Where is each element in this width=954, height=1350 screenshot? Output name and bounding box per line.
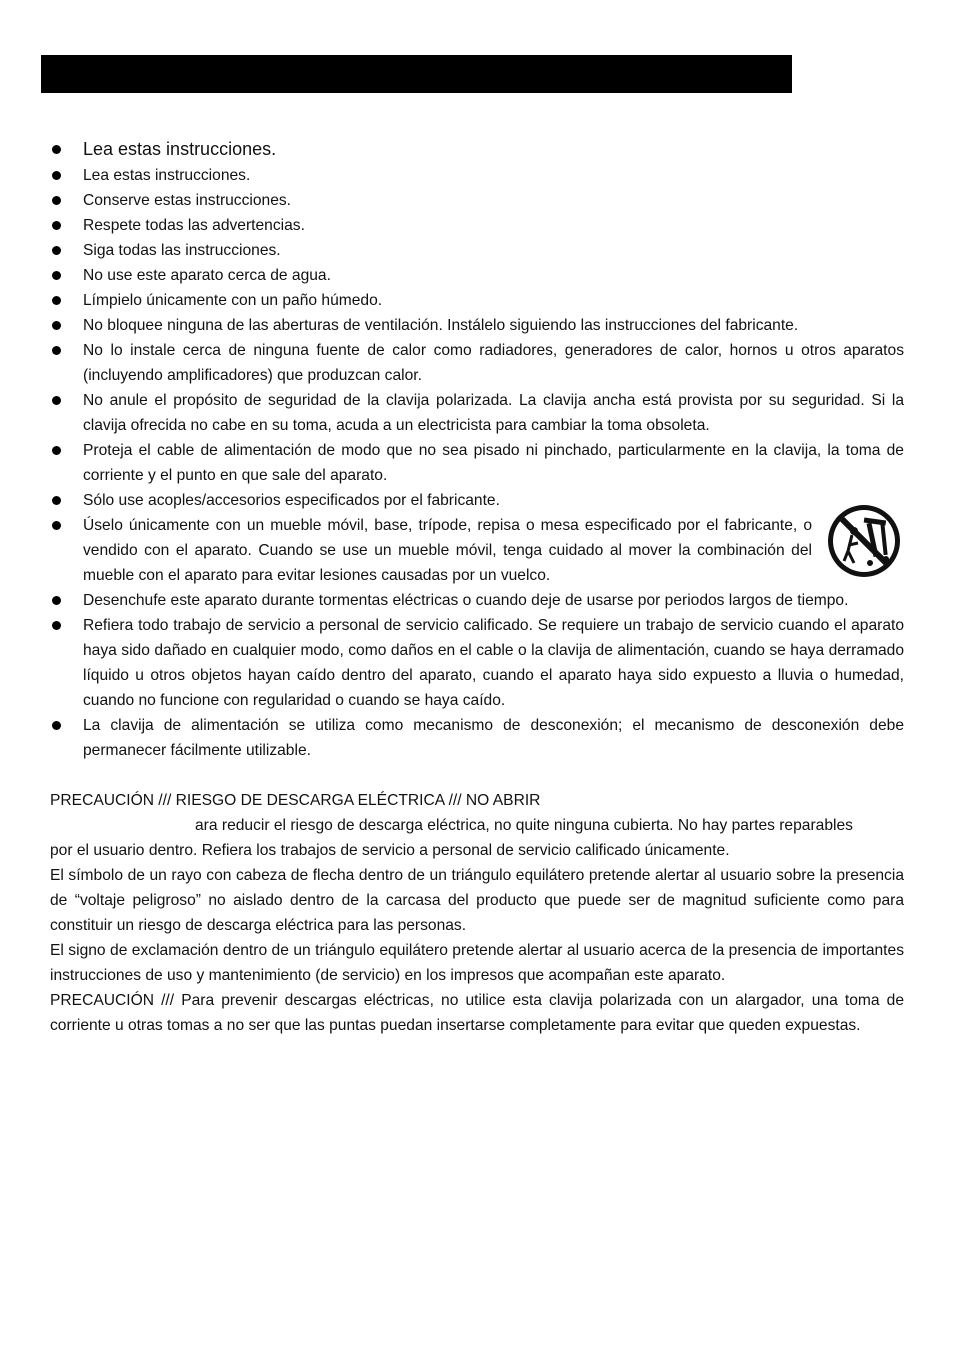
document-content	[50, 136, 904, 1038]
tip-over-cart-warning-icon	[824, 501, 904, 581]
list-item	[50, 136, 904, 163]
list-item-text: Límpielo únicamente con un paño húmedo.	[83, 292, 383, 309]
list-item-text: Sólo use acoples/accesorios especificados por el fabricante.	[83, 492, 500, 509]
list-item	[50, 263, 904, 288]
list-item-text: No bloquee ninguna de las aberturas de ventilación. Instálelo siguiendo las instrucciones del fabricante.	[83, 317, 799, 334]
caution-paragraph: por el usuario dentro. Refiera los trabajos de servicio a personal de servicio calificado únicamente.	[50, 842, 730, 859]
list-item-text: Úselo únicamente con un mueble móvil, base, trípode, repisa o mesa especificado por el fabricante, o vendido con el aparato. Cuando se use un mueble móvil, tenga cuidado al mover la combinación del mueble con el aparato para evitar lesiones causadas por un vuelco.	[83, 517, 812, 584]
bullet-icon	[52, 496, 61, 505]
list-item	[50, 188, 904, 213]
list-item	[50, 438, 904, 488]
bullet-icon	[52, 171, 61, 180]
list-item-text: Siga todas las instrucciones.	[83, 242, 281, 259]
bullet-icon	[52, 296, 61, 305]
caution-section	[50, 788, 904, 1038]
list-item-text: Conserve estas instrucciones.	[83, 192, 292, 209]
list-item	[50, 313, 904, 338]
bullet-icon	[52, 246, 61, 255]
list-item-text: No use este aparato cerca de agua.	[83, 267, 331, 284]
list-item	[50, 613, 904, 713]
bullet-icon	[52, 596, 61, 605]
caution-heading: PRECAUCIÓN /// RIESGO DE DESCARGA ELÉCTRICA /// NO ABRIR	[50, 792, 541, 809]
bullet-icon	[52, 321, 61, 330]
safety-instructions-list	[50, 136, 904, 763]
list-item	[50, 213, 904, 238]
list-item	[50, 163, 904, 188]
bullet-icon	[52, 446, 61, 455]
list-item	[50, 713, 904, 763]
list-item-text: Refiera todo trabajo de servicio a personal de servicio calificado. Se requiere un trabajo de servicio cuando el aparato haya sido dañado en cualquier modo, como daños en el cable o la clavija de alimentación, cuando se haya derramado líquido u otros objetos hayan caído dentro del aparato, cuando el aparato haya sido expuesto a lluvia o humedad, cuando no funcione con regularidad o cuando se haya caído.	[83, 617, 904, 709]
list-item-text: Proteja el cable de alimentación de modo que no sea pisado ni pinchado, particularmente en la clavija, la toma de corriente y el punto en que sale del aparato.	[83, 442, 904, 484]
bullet-icon	[52, 396, 61, 405]
list-item-text: Lea estas instrucciones.	[83, 139, 277, 159]
list-item	[50, 488, 904, 513]
list-item	[50, 513, 904, 588]
list-item-text: No lo instale cerca de ninguna fuente de calor como radiadores, generadores de calor, hornos u otros aparatos (incluyendo amplificadores) que produzcan calor.	[83, 342, 904, 384]
bullet-icon	[52, 271, 61, 280]
bullet-icon	[52, 196, 61, 205]
list-item-text: La clavija de alimentación se utiliza como mecanismo de desconexión; el mecanismo de desconexión debe permanecer fácilmente utilizable.	[83, 717, 904, 759]
header-bar	[41, 55, 792, 93]
polarized-plug-caution: PRECAUCIÓN /// Para prevenir descargas eléctricas, no utilice esta clavija polarizada con un alargador, una toma de corriente u otras tomas a no ser que las puntas puedan insertarse completamente para evitar que queden expuestas.	[50, 992, 904, 1034]
list-item-text: Desenchufe este aparato durante tormentas eléctricas o cuando deje de usarse por periodos largos de tiempo.	[83, 592, 849, 609]
list-item-text: Respete todas las advertencias.	[83, 217, 305, 234]
bullet-icon	[52, 721, 61, 730]
list-item	[50, 338, 904, 388]
list-item	[50, 238, 904, 263]
list-item	[50, 288, 904, 313]
bullet-icon	[52, 346, 61, 355]
bullet-icon	[52, 221, 61, 230]
exclamation-symbol-paragraph: El signo de exclamación dentro de un triángulo equilátero pretende alertar al usuario acerca de la presencia de importantes instrucciones de uso y mantenimiento (de servicio) en los impresos que acompañan este aparato.	[50, 942, 904, 984]
lightning-symbol-paragraph: El símbolo de un rayo con cabeza de flecha dentro de un triángulo equilátero pretende alertar al usuario sobre la presencia de “voltaje peligroso” no aislado dentro de la carcasa del producto que puede ser de magnitud suficiente como para constituir un riesgo de descarga eléctrica para las personas.	[50, 867, 904, 934]
list-item-text: No anule el propósito de seguridad de la clavija polarizada. La clavija ancha está provista por su seguridad. Si la clavija ofrecida no cabe en su toma, acuda a un electricista para cambiar la toma obsoleta.	[83, 392, 904, 434]
list-item	[50, 588, 904, 613]
bullet-icon	[52, 145, 61, 154]
list-item	[50, 388, 904, 438]
caution-paragraph: ara reducir el riesgo de descarga eléctrica, no quite ninguna cubierta. No hay partes reparables	[195, 817, 853, 834]
bullet-icon	[52, 621, 61, 630]
list-item-text: Lea estas instrucciones.	[83, 167, 251, 184]
bullet-icon	[52, 521, 61, 530]
